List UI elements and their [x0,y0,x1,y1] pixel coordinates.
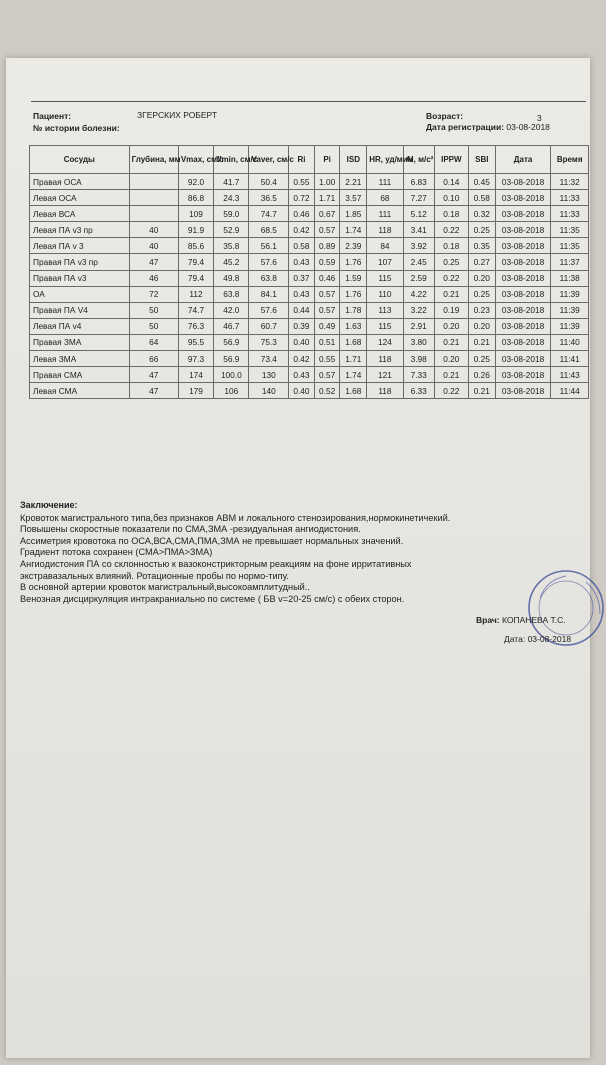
table-cell: 0.44 [289,302,315,318]
table-cell: 0.25 [468,351,495,367]
table-cell: 0.21 [468,383,495,399]
table-cell: 6.33 [403,383,434,399]
table-cell: 03-08-2018 [495,222,551,238]
signature-date-label: Дата: [504,634,526,644]
vessel-name-cell: Правая ОСА [30,174,130,190]
table-cell: 0.21 [434,334,468,350]
table-cell: 11:43 [551,367,589,383]
table-cell: 42.0 [214,302,249,318]
column-header: Сосуды [30,146,130,174]
table-cell: 110 [367,286,403,302]
table-cell: 57.6 [249,302,289,318]
table-cell: 140 [249,383,289,399]
table-cell: 107 [367,254,403,270]
table-cell: 11:39 [551,302,589,318]
registration-label: Дата регистрации: [426,122,505,132]
table-cell: 0.32 [468,206,495,222]
table-cell: 0.39 [289,318,315,334]
table-cell: 74.7 [249,206,289,222]
table-cell: 84 [367,238,403,254]
table-cell: 6.83 [403,174,434,190]
table-cell: 68 [367,190,403,206]
table-cell: 1.59 [340,270,367,286]
table-cell: 1.76 [340,286,367,302]
table-cell: 03-08-2018 [495,351,551,367]
table-cell: 11:32 [551,174,589,190]
table-cell: 174 [178,367,213,383]
table-cell: 03-08-2018 [495,286,551,302]
patient-name: ЗГЕРСКИХ РОБЕРТ [137,110,218,120]
table-cell: 03-08-2018 [495,238,551,254]
table-cell: 2.39 [340,238,367,254]
table-cell: 47 [129,254,178,270]
table-cell: 47 [129,383,178,399]
table-cell: 0.58 [468,190,495,206]
table-cell: 5.12 [403,206,434,222]
registration-value: 03-08-2018 [506,122,550,132]
table-cell: 0.26 [468,367,495,383]
table-cell: 130 [249,367,289,383]
table-cell [129,174,178,190]
table-cell: 49.8 [214,270,249,286]
table-cell: 60.7 [249,318,289,334]
table-cell [129,190,178,206]
table-cell: 0.22 [434,270,468,286]
table-cell: 0.23 [468,302,495,318]
table-cell: 40 [129,222,178,238]
table-cell: 59.0 [214,206,249,222]
table-cell: 0.18 [434,206,468,222]
table-row [30,318,589,334]
table-cell: 0.22 [434,222,468,238]
table-cell: 92.0 [178,174,213,190]
table-row [30,334,589,350]
vessel-name-cell: ОА [30,286,130,302]
vessel-name-cell: Правая ПА v3 [30,270,130,286]
conclusion-line: экстравазальных влияний. Ротационные пробы по нормо-типу. [20,570,289,581]
table-cell: 11:39 [551,286,589,302]
vessel-name-cell: Правая ЗМА [30,334,130,350]
table-cell: 3.92 [403,238,434,254]
column-header: AI, м/с² [403,146,434,174]
table-cell: 41.7 [214,174,249,190]
vessel-name-cell: Левая ПА v 3 [30,238,130,254]
table-cell: 45.2 [214,254,249,270]
table-cell: 03-08-2018 [495,302,551,318]
table-cell: 0.40 [289,383,315,399]
doctor-label: Врач: [476,615,500,625]
table-cell: 1.63 [340,318,367,334]
table-cell: 03-08-2018 [495,254,551,270]
vessel-name-cell: Левая СМА [30,383,130,399]
table-cell: 03-08-2018 [495,318,551,334]
table-cell: 11:41 [551,351,589,367]
table-cell: 11:44 [551,383,589,399]
table-cell: 97.3 [178,351,213,367]
table-cell: 0.43 [289,367,315,383]
column-header: Pi [314,146,340,174]
column-header: Глубина, мм [129,146,178,174]
table-cell: 11:40 [551,334,589,350]
table-cell: 118 [367,351,403,367]
table-cell: 0.40 [289,334,315,350]
table-cell: 1.71 [314,190,340,206]
table-body [30,174,589,399]
vessel-name-cell: Левая ПА v4 [30,318,130,334]
doctor-signature-line [476,615,566,625]
table-cell: 106 [214,383,249,399]
table-cell: 46 [129,270,178,286]
table-cell: 03-08-2018 [495,174,551,190]
table-cell: 0.25 [468,286,495,302]
table-cell: 0.46 [314,270,340,286]
table-cell: 2.91 [403,318,434,334]
table-cell: 0.18 [434,238,468,254]
column-header: IPPW [434,146,468,174]
table-cell: 7.27 [403,190,434,206]
table-row [30,286,589,302]
table-cell: 0.42 [289,222,315,238]
table-cell [129,206,178,222]
table-cell: 03-08-2018 [495,334,551,350]
age-value: 3 [537,113,542,123]
table-cell: 0.25 [468,222,495,238]
age-label: Возраст: [426,111,464,121]
table-row [30,190,589,206]
vessel-name-cell: Левая ВСА [30,206,130,222]
table-cell: 73.4 [249,351,289,367]
table-cell: 0.57 [314,286,340,302]
table-cell: 35.8 [214,238,249,254]
table-cell: 111 [367,174,403,190]
conclusion-line: Ассиметрия кровотока по ОСА,ВСА,СМА,ПМА,ЗМА не превышает нормальных значений. [20,535,404,546]
table-cell: 2.45 [403,254,434,270]
table-cell: 0.43 [289,254,315,270]
table-cell: 3.98 [403,351,434,367]
vessel-name-cell: Правая ПА V4 [30,302,130,318]
table-cell: 11:38 [551,270,589,286]
table-cell: 124 [367,334,403,350]
table-cell: 0.52 [314,383,340,399]
table-row [30,351,589,367]
table-cell: 0.14 [434,174,468,190]
table-cell: 24.3 [214,190,249,206]
conclusion-line: Ангиодистония ПА со склонностью к вазоконстрикторным реакциям на фоне ирритативных [20,558,412,569]
table-cell: 0.72 [289,190,315,206]
table-cell: 1.74 [340,367,367,383]
table-cell: 115 [367,318,403,334]
table-cell: 03-08-2018 [495,270,551,286]
column-header: Время [551,146,589,174]
table-cell: 0.25 [434,254,468,270]
table-cell: 0.59 [314,254,340,270]
table-cell: 0.19 [434,302,468,318]
column-header: Vmin, см/с [214,146,249,174]
table-cell: 63.8 [214,286,249,302]
table-cell: 3.57 [340,190,367,206]
table-cell: 109 [178,206,213,222]
table-cell: 11:37 [551,254,589,270]
table-cell: 179 [178,383,213,399]
table-cell: 63.8 [249,270,289,286]
table-cell: 3.41 [403,222,434,238]
table-cell: 1.68 [340,334,367,350]
table-cell: 50.4 [249,174,289,190]
table-cell: 64 [129,334,178,350]
report-sheet [6,58,590,1058]
table-cell: 56.9 [214,351,249,367]
table-cell: 1.78 [340,302,367,318]
vessel-name-cell: Правая СМА [30,367,130,383]
table-cell: 0.89 [314,238,340,254]
table-cell: 79.4 [178,270,213,286]
vessel-name-cell: Левая ЗМА [30,351,130,367]
table-cell: 121 [367,367,403,383]
vessel-name-cell: Правая ПА v3 пр [30,254,130,270]
table-cell: 74.7 [178,302,213,318]
doppler-table [29,145,589,399]
table-cell: 1.74 [340,222,367,238]
column-header: Vaver, см/с [249,146,289,174]
table-cell: 112 [178,286,213,302]
table-cell: 113 [367,302,403,318]
table-cell: 0.20 [434,351,468,367]
vessel-name-cell: Левая ОСА [30,190,130,206]
table-row [30,383,589,399]
table-cell: 1.00 [314,174,340,190]
table-cell: 111 [367,206,403,222]
table-cell: 11:33 [551,190,589,206]
table-cell: 0.49 [314,318,340,334]
table-cell: 72 [129,286,178,302]
column-header: ISD [340,146,367,174]
signature-date-value: 03-08-2018 [527,634,572,644]
table-cell: 3.22 [403,302,434,318]
table-cell: 11:35 [551,222,589,238]
table-row [30,302,589,318]
table-cell: 0.20 [468,318,495,334]
table-cell: 1.68 [340,383,367,399]
table-cell: 7.33 [403,367,434,383]
patient-field [33,111,71,121]
vessel-name-cell: Левая ПА v3 пр [30,222,130,238]
table-cell: 0.35 [468,238,495,254]
table-cell: 52.9 [214,222,249,238]
table-cell: 86.8 [178,190,213,206]
table-cell: 46.7 [214,318,249,334]
column-header: SBI [468,146,495,174]
table-cell: 0.42 [289,351,315,367]
table-row [30,222,589,238]
conclusion-line: Повышены скоростные показатели по СМА,ЗМА -резидуальная ангиодистония. [20,524,361,535]
table-row [30,270,589,286]
table-cell: 03-08-2018 [495,190,551,206]
column-header: HR, уд/мин [367,146,403,174]
table-cell: 03-08-2018 [495,206,551,222]
table-cell: 76.3 [178,318,213,334]
table-cell: 3.80 [403,334,434,350]
table-cell: 36.5 [249,190,289,206]
table-cell: 0.55 [289,174,315,190]
table-cell: 0.21 [468,334,495,350]
table-cell: 0.37 [289,270,315,286]
table-row [30,367,589,383]
table-cell: 47 [129,367,178,383]
table-cell: 4.22 [403,286,434,302]
conclusion-line: Градиент потока сохранен (СМА>ПМА>ЗМА) [20,547,213,558]
table-cell: 0.20 [434,318,468,334]
signature-date-line [504,634,571,644]
table-cell: 0.58 [289,238,315,254]
registration-date [426,122,550,132]
table-cell: 0.55 [314,351,340,367]
header-divider [31,101,586,102]
table-row [30,238,589,254]
table-cell: 0.67 [314,206,340,222]
conclusion-line: Кровоток магистрального типа,без признаков АВМ и локального стенозирования,нормокинетичекий. [20,512,451,523]
table-cell: 2.59 [403,270,434,286]
table-cell: 75.3 [249,334,289,350]
table-cell: 0.27 [468,254,495,270]
table-cell: 0.45 [468,174,495,190]
table-cell: 66 [129,351,178,367]
column-header: Дата [495,146,551,174]
table-cell: 0.21 [434,367,468,383]
conclusion-lines [20,513,585,606]
table-row [30,206,589,222]
column-header: Ri [289,146,315,174]
table-cell: 03-08-2018 [495,367,551,383]
table-cell: 57.6 [249,254,289,270]
table-cell: 0.57 [314,302,340,318]
table-cell: 0.51 [314,334,340,350]
table-row [30,174,589,190]
table-cell: 11:33 [551,206,589,222]
conclusion-title: Заключение: [20,500,78,510]
table-cell: 0.20 [468,270,495,286]
table-cell: 0.46 [289,206,315,222]
table-cell: 68.5 [249,222,289,238]
table-cell: 84.1 [249,286,289,302]
table-cell: 85.6 [178,238,213,254]
table-row [30,254,589,270]
table-cell: 118 [367,222,403,238]
conclusion-block [20,500,585,605]
table-cell: 91.9 [178,222,213,238]
table-cell: 11:39 [551,318,589,334]
column-header: Vmax, см/с [178,146,213,174]
table-header-row [30,146,589,174]
table-cell: 118 [367,383,403,399]
conclusion-line: Венозная дисциркуляция интракраниально по системе ( БВ v=20-25 см/с) с обеих сторон. [20,593,405,604]
patient-label: Пациент: [33,111,72,121]
table-cell: 1.71 [340,351,367,367]
conclusion-line: В основной артерии кровоток магистральный,высокоамплитудный.. [20,582,310,593]
table-cell: 03-08-2018 [495,383,551,399]
table-cell: 40 [129,238,178,254]
table-cell: 0.57 [314,367,340,383]
doctor-name: КОПАНЕВА Т.С. [502,615,566,625]
table-cell: 95.5 [178,334,213,350]
table-cell: 79.4 [178,254,213,270]
table-cell: 0.22 [434,383,468,399]
table-cell: 0.43 [289,286,315,302]
table-cell: 2.21 [340,174,367,190]
table-cell: 50 [129,302,178,318]
table-cell: 11:35 [551,238,589,254]
table-cell: 1.76 [340,254,367,270]
table-cell: 0.57 [314,222,340,238]
table-cell: 100.0 [214,367,249,383]
table-cell: 1.85 [340,206,367,222]
table-cell: 50 [129,318,178,334]
table-cell: 0.21 [434,286,468,302]
table-cell: 56.9 [214,334,249,350]
table-cell: 56.1 [249,238,289,254]
history-label: № истории болезни: [33,123,120,133]
table-cell: 0.10 [434,190,468,206]
table-cell: 115 [367,270,403,286]
